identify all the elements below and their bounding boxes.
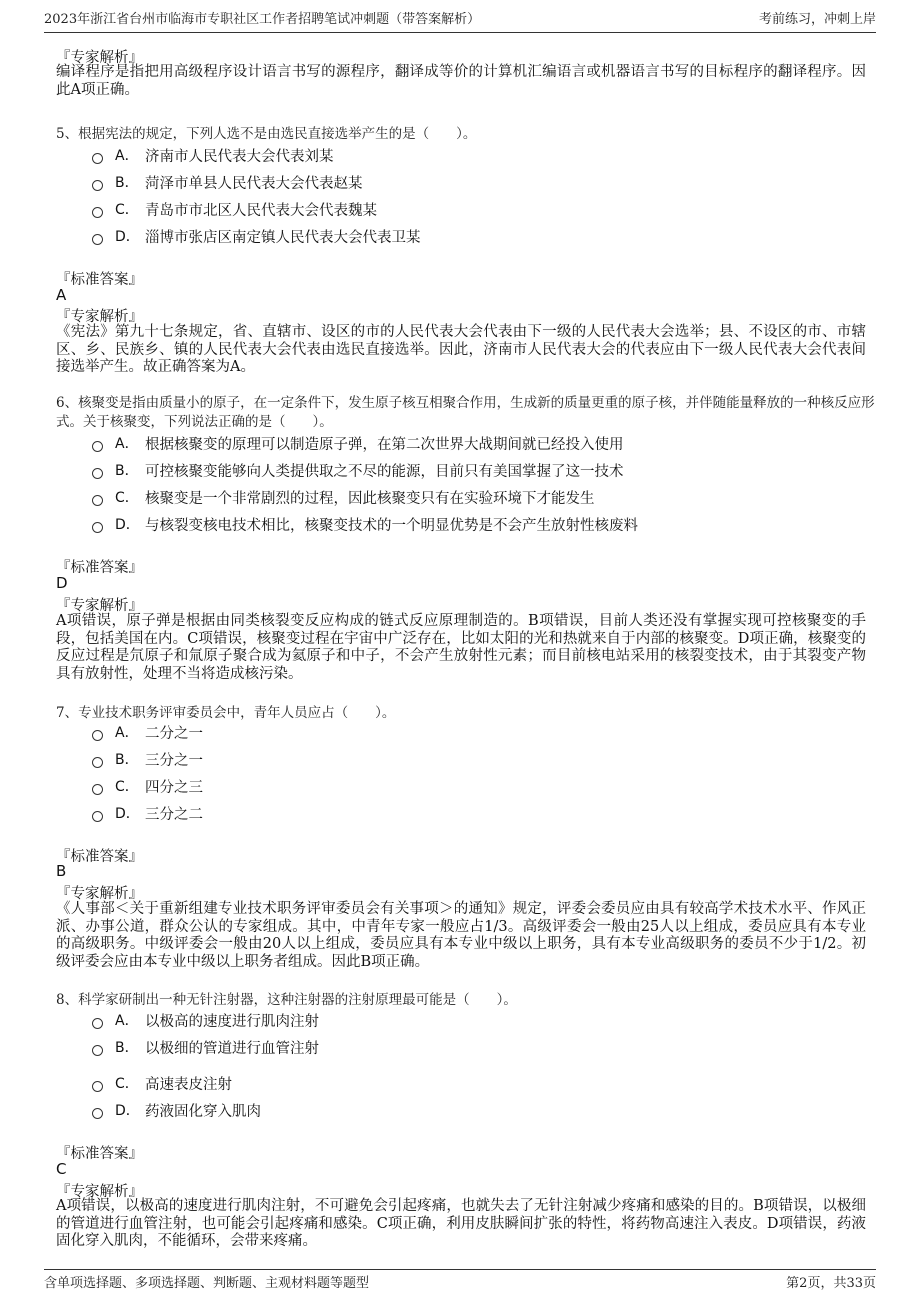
standard-answer-label: 『标准答案』: [56, 1146, 143, 1162]
q6-option-a[interactable]: [92, 432, 624, 454]
q5-stem: 5、根据宪法的规定，下列人选不是由选民直接选举产生的是（ ）。: [56, 126, 477, 142]
option-letter: A．: [115, 148, 139, 164]
q8-option-a[interactable]: [92, 1009, 319, 1031]
option-text: 三分之二: [145, 806, 203, 823]
option-letter: A．: [115, 1013, 139, 1029]
expert-analysis-label: 『专家解析』: [56, 309, 143, 325]
q5-analysis-text: 《宪法》第九十七条规定，省、直辖市、设区的市的人民代表大会代表由下一级的人民代表大会选举；县、不设区的市、市辖区、乡、民族乡、镇的人民代表大会代表由选民直接选举。因此，济南市人民代表大会的代表应由下一级人民代表大会代表间接选举产生。故正确答案为A。: [56, 324, 866, 375]
option-text: 核聚变是一个非常剧烈的过程，因此核聚变只有在实验环境下才能发生: [145, 490, 595, 507]
option-letter: C．: [115, 490, 139, 506]
q6-analysis-text: A项错误，原子弹是根据由同类核裂变反应构成的链式反应原理制造的。B项错误，目前人类还没有掌握实现可控核聚变的手段，包括美国在内。C项错误，核聚变过程在宇宙中广泛存在，比如太阳的光和热就来自于内部的核聚变。D项正确，核聚变的反应过程是氘原子和氚原子聚合成为氦原子和中子，不会产生放射性元素；而目前核电站采用的核裂变技术，由于其裂变产物具有放射性，处理不当将造成核污染。: [56, 613, 866, 682]
option-letter: D．: [115, 806, 140, 822]
q5-option-c[interactable]: [92, 198, 377, 220]
radio-icon[interactable]: [92, 1018, 103, 1029]
option-text: 济南市人民代表大会代表刘某: [145, 148, 334, 165]
option-text: 二分之一: [145, 725, 203, 742]
q8-option-d[interactable]: [92, 1099, 261, 1121]
option-text: 青岛市市北区人民代表大会代表魏某: [145, 202, 377, 219]
option-letter: A．: [115, 725, 139, 741]
standard-answer-label: 『标准答案』: [56, 849, 143, 865]
option-text: 淄博市张店区南定镇人民代表大会代表卫某: [145, 229, 421, 246]
option-letter: D．: [115, 229, 140, 245]
q7-stem: 7、专业技术职务评审委员会中，青年人员应占（ ）。: [56, 705, 396, 721]
q5-option-a[interactable]: [92, 144, 334, 166]
q7-answer: B: [56, 862, 67, 880]
option-letter: B．: [115, 752, 139, 768]
q5-option-b[interactable]: [92, 171, 363, 193]
option-letter: C．: [115, 1076, 139, 1092]
q7-analysis-text: 《人事部＜关于重新组建专业技术职务评审委员会有关事项＞的通知》规定，评委会委员应由具有较高学术技术水平、作风正派、办事公道，群众公认的专家组成。其中，中青年专家一般应占1/3。高级评委会一般由25人以上组成，委员应具有本专业的高级职务。中级评委会一般由20人以上组成，委员应具有本专业中级以上职务，具有本专业高级职务的委员不少于1/2。初级评委会应由本专业中级以上职务者组成。因此B项正确。: [56, 901, 866, 970]
radio-icon[interactable]: [92, 757, 103, 768]
radio-icon[interactable]: [92, 1108, 103, 1119]
q6-option-c[interactable]: [92, 486, 595, 508]
option-letter: C．: [115, 779, 139, 795]
q4-analysis-text: 编译程序是指把用高级程序设计语言书写的源程序，翻译成等价的计算机汇编语言或机器语言书写的目标程序的翻译程序。因此A项正确。: [56, 64, 866, 98]
option-letter: D．: [115, 1103, 140, 1119]
header-slogan: 考前练习，冲刺上岸: [758, 12, 876, 27]
q8-stem: 8、科学家研制出一种无针注射器，这种注射器的注射原理最可能是（ ）。: [56, 992, 517, 1008]
q7-option-d[interactable]: [92, 802, 203, 824]
option-letter: D．: [115, 517, 140, 533]
q7-option-a[interactable]: [92, 721, 203, 743]
q7-option-c[interactable]: [92, 775, 203, 797]
q5-option-d[interactable]: [92, 225, 421, 247]
q8-analysis-text: A项错误，以极高的速度进行肌肉注射，不可避免会引起疼痛，也就失去了无针注射减少疼痛和感染的目的。B项错误，以极细的管道进行血管注射，也可能会引起疼痛和感染。C项正确，利用皮肤瞬间扩张的特性，将药物高速注入表皮。D项错误，药液固化穿入肌肉，不能循环，会带来疼痛。: [56, 1198, 866, 1249]
expert-analysis-label: 『专家解析』: [56, 886, 143, 902]
radio-icon[interactable]: [92, 784, 103, 795]
q6-answer: D: [56, 574, 68, 592]
page-number: 第2页，共33页: [786, 1276, 876, 1291]
option-text: 高速表皮注射: [145, 1076, 232, 1093]
q8-answer: C: [56, 1160, 67, 1178]
q5-answer: A: [56, 286, 67, 304]
radio-icon[interactable]: [92, 234, 103, 245]
radio-icon[interactable]: [92, 468, 103, 479]
expert-analysis-label: 『专家解析』: [56, 1184, 143, 1200]
option-letter: A．: [115, 436, 139, 452]
radio-icon[interactable]: [92, 180, 103, 191]
radio-icon[interactable]: [92, 522, 103, 533]
option-text: 菏泽市单县人民代表大会代表赵某: [145, 175, 363, 192]
option-text: 四分之三: [145, 779, 203, 796]
radio-icon[interactable]: [92, 1081, 103, 1092]
option-letter: B．: [115, 175, 139, 191]
radio-icon[interactable]: [92, 730, 103, 741]
radio-icon[interactable]: [92, 811, 103, 822]
option-letter: C．: [115, 202, 139, 218]
option-text: 根据核聚变的原理可以制造原子弹，在第二次世界大战期间就已经投入使用: [145, 436, 624, 453]
document-title: 2023年浙江省台州市临海市专职社区工作者招聘笔试冲刺题（带答案解析）: [44, 12, 481, 27]
radio-icon[interactable]: [92, 207, 103, 218]
radio-icon[interactable]: [92, 1045, 103, 1056]
radio-icon[interactable]: [92, 495, 103, 506]
standard-answer-label: 『标准答案』: [56, 272, 143, 288]
option-text: 与核裂变核电技术相比，核聚变技术的一个明显优势是不会产生放射性核废料: [145, 517, 638, 534]
header-divider: [44, 32, 876, 33]
q8-option-c[interactable]: [92, 1072, 232, 1094]
option-text: 以极细的管道进行血管注射: [145, 1040, 319, 1057]
q7-option-b[interactable]: [92, 748, 203, 770]
footer-divider: [44, 1269, 876, 1270]
option-text: 药液固化穿入肌肉: [145, 1103, 261, 1120]
radio-icon[interactable]: [92, 441, 103, 452]
option-text: 以极高的速度进行肌肉注射: [145, 1013, 319, 1030]
expert-analysis-label: 『专家解析』: [56, 598, 143, 614]
radio-icon[interactable]: [92, 153, 103, 164]
expert-analysis-label: 『专家解析』: [56, 50, 143, 66]
q6-option-d[interactable]: [92, 513, 638, 535]
q8-option-b[interactable]: [92, 1036, 319, 1058]
q6-option-b[interactable]: [92, 459, 624, 481]
option-letter: B．: [115, 1040, 139, 1056]
standard-answer-label: 『标准答案』: [56, 560, 143, 576]
footer-note: 含单项选择题、多项选择题、判断题、主观材料题等题型: [44, 1276, 370, 1291]
option-letter: B．: [115, 463, 139, 479]
q6-stem: 6、核聚变是指由质量小的原子，在一定条件下，发生原子核互相聚合作用，生成新的质量更重的原子核，并伴随能量释放的一种核反应形式。关于核聚变，下列说法正确的是（ ）。: [56, 395, 875, 430]
option-text: 可控核聚变能够向人类提供取之不尽的能源，目前只有美国掌握了这一技术: [145, 463, 624, 480]
option-text: 三分之一: [145, 752, 203, 769]
